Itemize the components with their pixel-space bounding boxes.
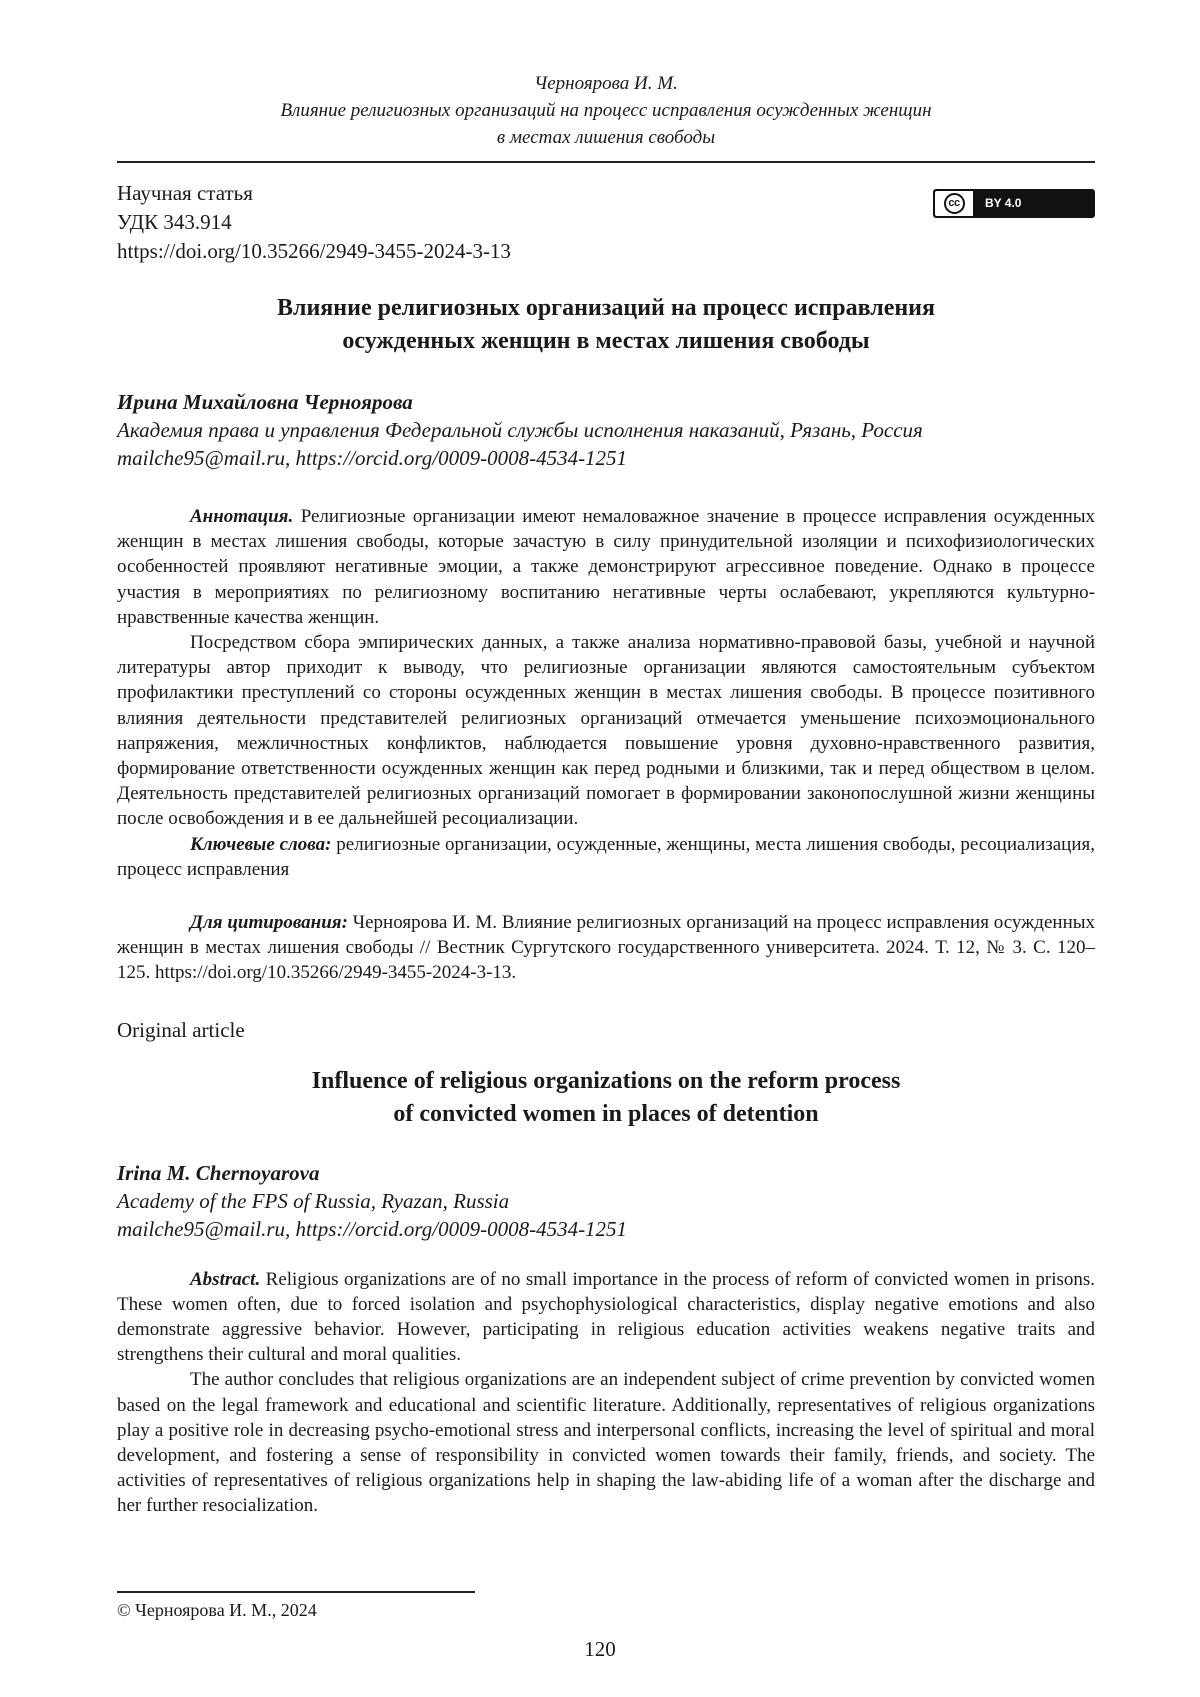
author-name-en: Irina M. Chernoyarova: [117, 1160, 320, 1185]
citation-paragraph: [117, 910, 1095, 986]
cc-icon: [935, 191, 973, 216]
footnote-rule: [117, 1591, 475, 1593]
doi-link[interactable]: https://doi.org/10.35266/2949-3455-2024-3-13: [117, 239, 511, 263]
author-affiliation-en: Academy of the FPS of Russia, Ryazan, Russia: [117, 1188, 510, 1213]
running-head-title-line2: в местах лишения свободы: [496, 127, 716, 148]
article-type-en: Original article: [117, 1017, 245, 1042]
citation-block: [117, 910, 1095, 986]
title-en-line1: Influence of religious organizations on the reform process: [311, 1067, 901, 1094]
author-name-ru: Ирина Михайловна Черноярова: [117, 390, 413, 414]
article-title-en: [117, 1065, 1095, 1131]
copyright-footnote: © Черноярова И. М., 2024: [117, 1600, 317, 1620]
abstract-ru-paragraph-2: [117, 630, 1095, 832]
title-ru-line1: Влияние религиозных организаций на процесс исправления: [277, 295, 935, 321]
keywords-ru-text: религиозные организации, осужденные, женщины, места лишения свободы, ресоциализация, процесс исправления: [117, 833, 1096, 880]
author-block-en: [117, 1159, 1095, 1243]
abstract-ru: [117, 504, 1095, 882]
abstract-en: [117, 1267, 1095, 1519]
license-badge[interactable]: [933, 189, 1095, 218]
running-head-author: Черноярова И. М.: [534, 73, 678, 94]
keywords-ru: [117, 832, 1095, 882]
article-meta: [117, 179, 1095, 266]
abstract-en-paragraph-2: [117, 1367, 1095, 1518]
abstract-ru-text-2: Посредством сбора эмпирических данных, а также анализа нормативно-правовой базы, учебной и научной литературы автор приходит к выводу, что религиозные организации являются самостоятельным субъектом профилактики преступлений со стороны осужденных женщин в местах лишения свободы. В процессе позитивного влияния деятельности представителей религиозных организаций отмечается уменьшение психоэмоционального напряжения, межличностных конфликтов, наблюдается повышение уровня духовно-нравственного развития, формирование ответственности осужденных женщин как перед родными и близкими, так и перед обществом в целом. Деятельность представителей религиозных организаций помогает в формировании законопослушной жизни женщины после освобождения и в ее дальнейшей ресоциализации.: [117, 632, 1095, 830]
abstract-ru-label: Аннотация.: [190, 506, 294, 527]
page-number: 120: [584, 1637, 616, 1661]
udc-code: УДК 343.914: [117, 210, 232, 234]
article-type: Научная статья: [117, 181, 253, 205]
author-contact-ru[interactable]: mailche95@mail.ru, https://orcid.org/0009-0008-4534-1251: [117, 446, 628, 470]
citation-text: Черноярова И. М. Влияние религиозных организаций на процесс исправления осужденных женщин в местах лишения свободы // Вестник Сургутского государственного университета. 2024. Т. 12, № 3. С. 120–125. https://doi.org/10.35266/2949-3455-2024-3-13.: [117, 912, 1096, 984]
keywords-ru-label: Ключевые слова:: [190, 833, 332, 855]
abstract-en-paragraph-1: [117, 1267, 1095, 1368]
abstract-ru-paragraph-1: [117, 504, 1095, 630]
abstract-en-text-1: Religious organizations are of no small importance in the process of reform of convicted women in prisons. These women often, due to forced isolation and psychophysiological characteristics, display negative emotions and also demonstrate aggressive behavior. However, participating in religious education activities weakens negative traits and strengthens their cultural and moral qualities.: [117, 1268, 1096, 1366]
cc-mark: cc: [944, 193, 965, 214]
abstract-en-text-2: The author concludes that religious organizations are an independent subject of crime prevention by convicted women based on the legal framework and educational and scientific literature. Additionally, representatives of religious organizations play a positive role in decreasing psycho-emotional stress and interpersonal conflicts, increasing the level of spiritual and moral development, and fostering a sense of responsibility in convicted women towards their family, friends, and society. The activities of representatives of religious organizations help in shaping the law-abiding life of a woman after the discharge and her further resocialization.: [117, 1369, 1095, 1517]
title-ru-line2: осужденных женщин в местах лишения свободы: [342, 328, 870, 354]
running-head: [117, 0, 1095, 151]
header-rule: [117, 161, 1095, 163]
abstract-en-label: Abstract.: [190, 1268, 261, 1290]
license-label: BY 4.0: [985, 196, 1022, 210]
running-head-title-line1: Влияние религиозных организаций на процесс исправления осужденных женщин: [280, 100, 932, 121]
article-title-ru: [117, 292, 1095, 358]
abstract-ru-text-1: Религиозные организации имеют немаловажное значение в процессе исправления осужденных женщин в местах лишения свободы, которые зачастую в силу принудительной изоляции и психофизиологических особенностей проявляют негативные эмоции, а также демонстрируют агрессивное поведение. Однако в процессе участия в мероприятиях по религиозному воспитанию негативные черты ослабевают, укрепляются культурно-нравственные качества женщин.: [117, 506, 1096, 628]
citation-label: Для цитирования:: [190, 912, 348, 934]
author-contact-en[interactable]: mailche95@mail.ru, https://orcid.org/0009-0008-4534-1251: [117, 1216, 628, 1241]
author-block-ru: [117, 388, 1095, 472]
title-en-line2: of convicted women in places of detention: [393, 1100, 819, 1127]
page: [117, 0, 1095, 1519]
author-affiliation-ru: Академия права и управления Федеральной службы исполнения наказаний, Рязань, Россия: [117, 418, 923, 442]
